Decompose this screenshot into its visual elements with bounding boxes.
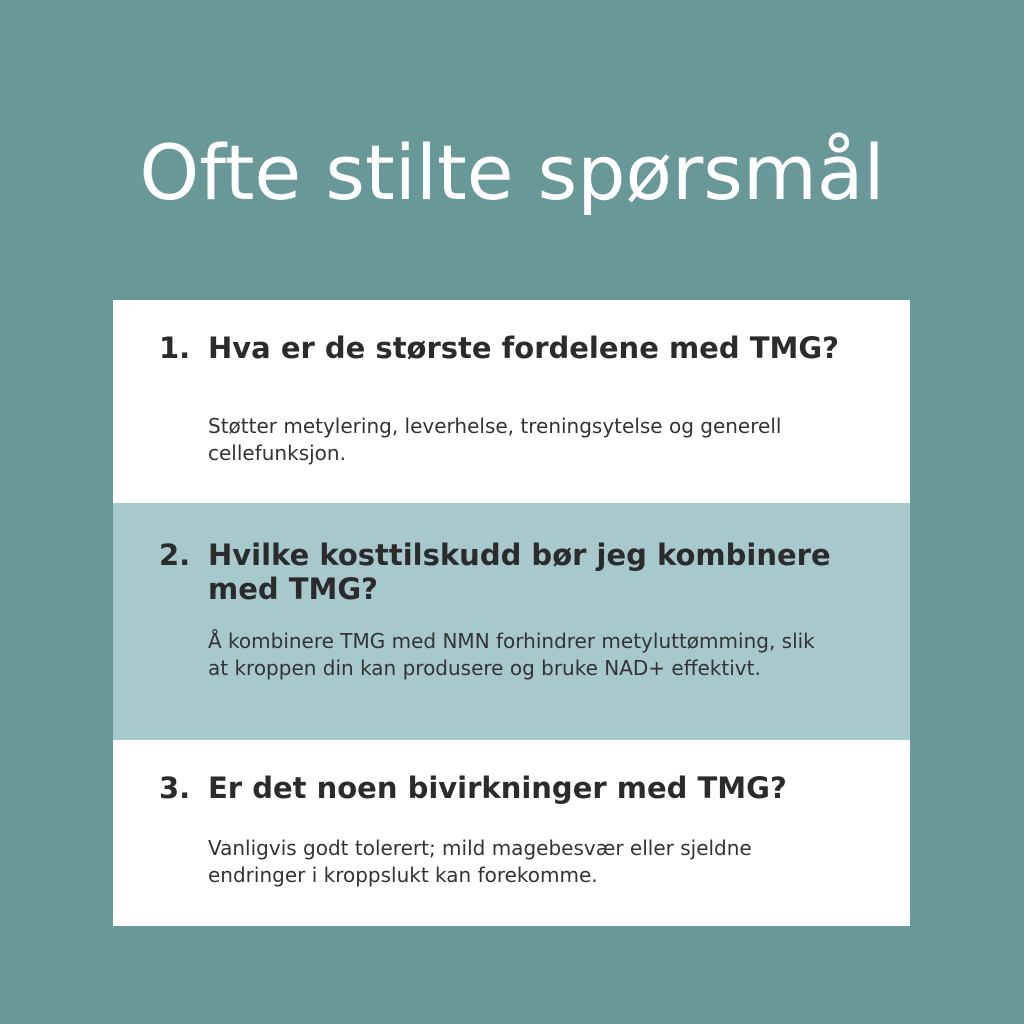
faq-number: 2. xyxy=(159,538,191,572)
faq-answer: Å kombinere TMG med NMN forhindrer metyluttømming, slik at kroppen din kan produsere og bruke NAD+ effektivt. xyxy=(208,629,815,680)
page-title: Ofte stilte spørsmål xyxy=(139,128,885,217)
faq-question: Er det noen bivirkninger med TMG? xyxy=(208,771,787,805)
faq-item-3 xyxy=(113,740,910,926)
faq-number: 3. xyxy=(159,771,191,805)
faq-question: Hvilke kosttilskudd bør jeg kombinere med TMG? xyxy=(208,538,831,606)
faq-number: 1. xyxy=(159,331,191,365)
faq-card xyxy=(113,300,910,926)
faq-answer: Støtter metylering, leverhelse, treningsytelse og generell cellefunksjon. xyxy=(208,414,782,465)
faq-question: Hva er de største fordelene med TMG? xyxy=(208,331,839,365)
faq-item-2 xyxy=(113,503,910,740)
faq-item-1 xyxy=(113,300,910,503)
faq-answer: Vanligvis godt tolerert; mild magebesvær eller sjeldne endringer i kroppslukt kan forekomme. xyxy=(208,836,752,887)
